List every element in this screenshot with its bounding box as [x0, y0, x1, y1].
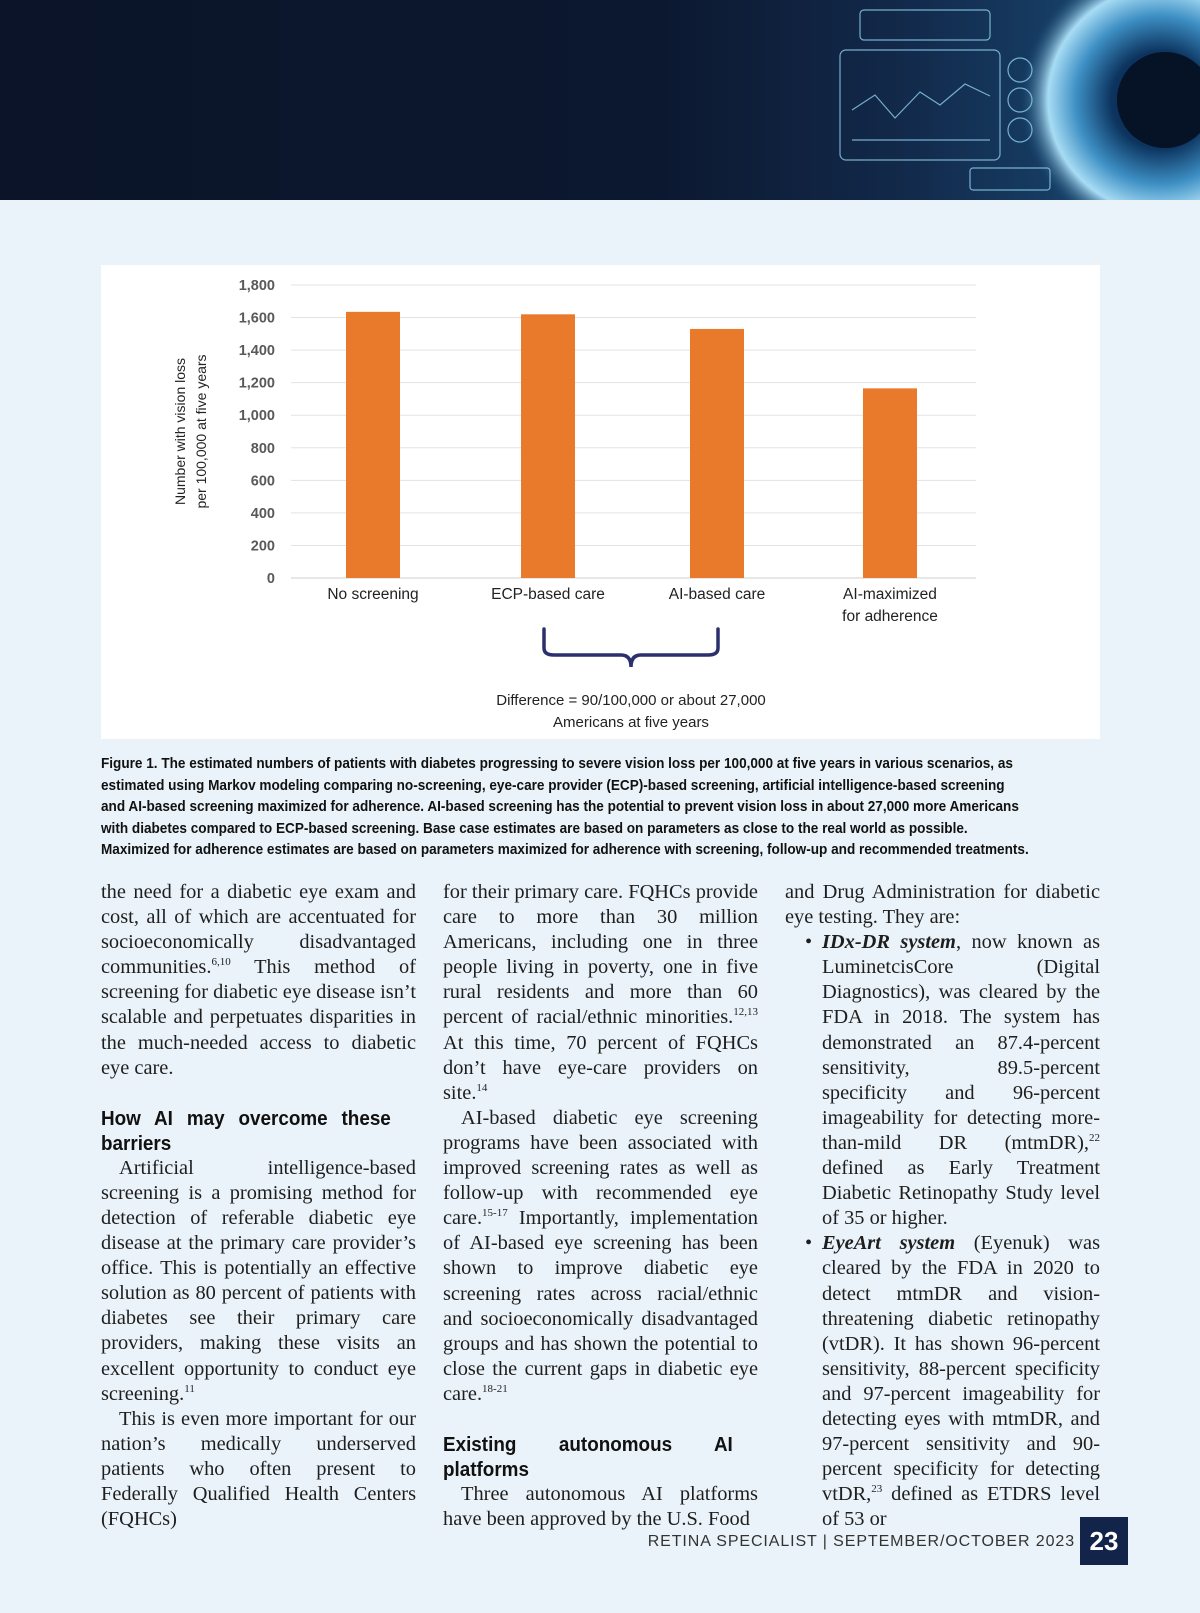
text-column-3 — [785, 880, 1100, 1532]
difference-brace — [544, 629, 718, 667]
section-heading: Existing autonomous AI platforms — [443, 1432, 733, 1481]
y-tick-label: 1,400 — [238, 343, 275, 360]
header-banner — [0, 0, 1200, 200]
bar-0 — [346, 312, 400, 578]
reference: 14 — [476, 1081, 488, 1094]
figure-caption: Figure 1. The estimated numbers of patients with diabetes progressing to severe vision loss per 100,000 at five years in various scenarios, as estimated using Markov modeling comparing no-screening, eye-care provider (ECP)-based screening, artificial intelligence-based screening and AI-based screening maximized for adherence. AI-based screening has the potential to prevent vision loss in about 27,000 more Americans with diabetes compared to ECP-based screening. Base case estimates are based on parameters as close to the real world as possible. Maximized for adherence estimates are based on parameters maximized for adherence with screening, follow-up and recommended treatments. — [101, 756, 1029, 859]
paragraph: AI-based diabetic eye screening programs have been associated with improved screening rates as well as follow-up with recommended eye care.$^{15-17}$ Importantly, implementation of AI-based eye screening has been shown to improve diabetic eye screening rates across racial/ethnic and socioeconomically disadvantaged groups and has shown the potential to close the current gaps in diabetic eye care.$^{18-21}$ — [443, 1106, 758, 1405]
paragraph: and Drug Administration for diabetic eye testing. They are: — [785, 881, 1100, 929]
text-column-1 — [101, 880, 416, 1532]
annotation-text: Difference = 90/100,000 or about 27,000 — [496, 692, 766, 709]
bar-1 — [521, 314, 575, 578]
y-tick-label: 1,800 — [238, 278, 275, 294]
y-tick-label: 1,600 — [238, 310, 275, 327]
annotation-text: Americans at five years — [553, 714, 709, 731]
reference: 11 — [184, 1382, 195, 1395]
bar-3 — [863, 388, 917, 578]
paragraph: This is even more important for our nation’s medically underserved patients who often present to Federally Qualified Health Centers (FQHCs) — [101, 1407, 416, 1531]
x-tick-label: ECP-based care — [491, 586, 605, 603]
y-axis-label-line: per 100,000 at five years — [193, 354, 209, 509]
reference: 23 — [871, 1483, 883, 1496]
reference: 22 — [1089, 1131, 1100, 1144]
paragraph: for their primary care. FQHCs provide care to more than 30 million Americans, including one in three people living in poverty, one in five rural residents and more than 60 percent of racial/ethnic minorities.$^{12,13}$ At this time, 70 percent of FQHCs don’t have eye-care providers on site.$^{14}$ — [443, 881, 758, 1104]
x-tick-label: No screening — [327, 586, 419, 603]
paragraph: Three autonomous AI platforms have been approved by the U.S. Food — [443, 1482, 758, 1531]
bullet-item: • IDx-DR system, now known as LuminetcisCore (Digital Diagnostics), was cleared by the FDA in 2018. The system has demonstrated an 87.4-percent sensitivity, 89.5-percent specificity and 96-percent imageability for detecting more-than-mild DR (mtmDR),$^{22}$ defined as Early Treatment Diabetic Retinopathy Study level of 35 or higher. — [805, 931, 1101, 1230]
y-tick-label: 0 — [266, 571, 275, 587]
y-tick-label: 200 — [250, 538, 275, 555]
bullet-icon: • — [805, 1232, 813, 1255]
page-footer — [647, 1518, 1075, 1568]
y-axis-label — [172, 354, 209, 508]
bullet-icon: • — [805, 931, 813, 954]
reference: 6,10 — [211, 956, 231, 969]
x-tick-label: AI-based care — [668, 586, 766, 603]
bar-2 — [690, 329, 744, 578]
y-tick-label: 400 — [250, 505, 275, 522]
text-column-2 — [443, 880, 758, 1532]
page-number: 23 — [1080, 1517, 1128, 1565]
y-tick-label: 1,200 — [238, 375, 275, 392]
y-tick-label: 1,000 — [238, 408, 275, 425]
bullet-item: • EyeArt system (Eyenuk) was cleared by the FDA in 2020 to detect mtmDR and vision-threatening diabetic retinopathy (vtDR). It has shown 96-percent sensitivity, 88-percent specificity and 97-percent imageability for detecting eyes with mtmDR, and 97-percent sensitivity and 90-percent specificity for detecting vtDR,$^{23}$ defined as ETDRS level of 53 or — [805, 1232, 1100, 1531]
product-name: EyeArt system — [822, 1232, 956, 1255]
bar-chart — [101, 265, 1100, 739]
paragraph: Artificial intelligence-based screening is a promising method for detection of referable diabetic eye disease at the primary care provider’s office. This is potentially an effective solution as 80 percent of patients with diabetes see their primary care providers, making these visits an excellent opportunity to conduct eye screening.$^{11}$ — [101, 1156, 416, 1405]
product-name: IDx-DR system — [822, 931, 956, 954]
eye-dashboard-illustration — [820, 0, 1200, 200]
reference: 18-21 — [482, 1382, 508, 1395]
y-tick-label: 600 — [250, 473, 275, 490]
reference: 15-17 — [482, 1207, 508, 1220]
paragraph: the need for a diabetic eye exam and cost, all of which are accentuated for socioeconomically disadvantaged communities.$^{6,10}$ This method of screening for diabetic eye disease isn’t scalable and perpetuates disparities in the much-needed access to diabetic eye care. — [101, 881, 416, 1079]
y-axis-label-line: Number with vision loss — [172, 357, 188, 506]
x-tick-label: AI-maximized — [843, 586, 937, 603]
x-tick-label: for adherence — [842, 608, 938, 625]
reference: 12,13 — [733, 1006, 758, 1019]
section-heading: How AI may overcome these barriers — [101, 1106, 391, 1155]
figure-1-chart — [101, 265, 1100, 739]
y-tick-label: 800 — [250, 440, 275, 457]
footer-publication: RETINA SPECIALIST | SEPTEMBER/OCTOBER 2023 — [647, 1533, 1075, 1550]
